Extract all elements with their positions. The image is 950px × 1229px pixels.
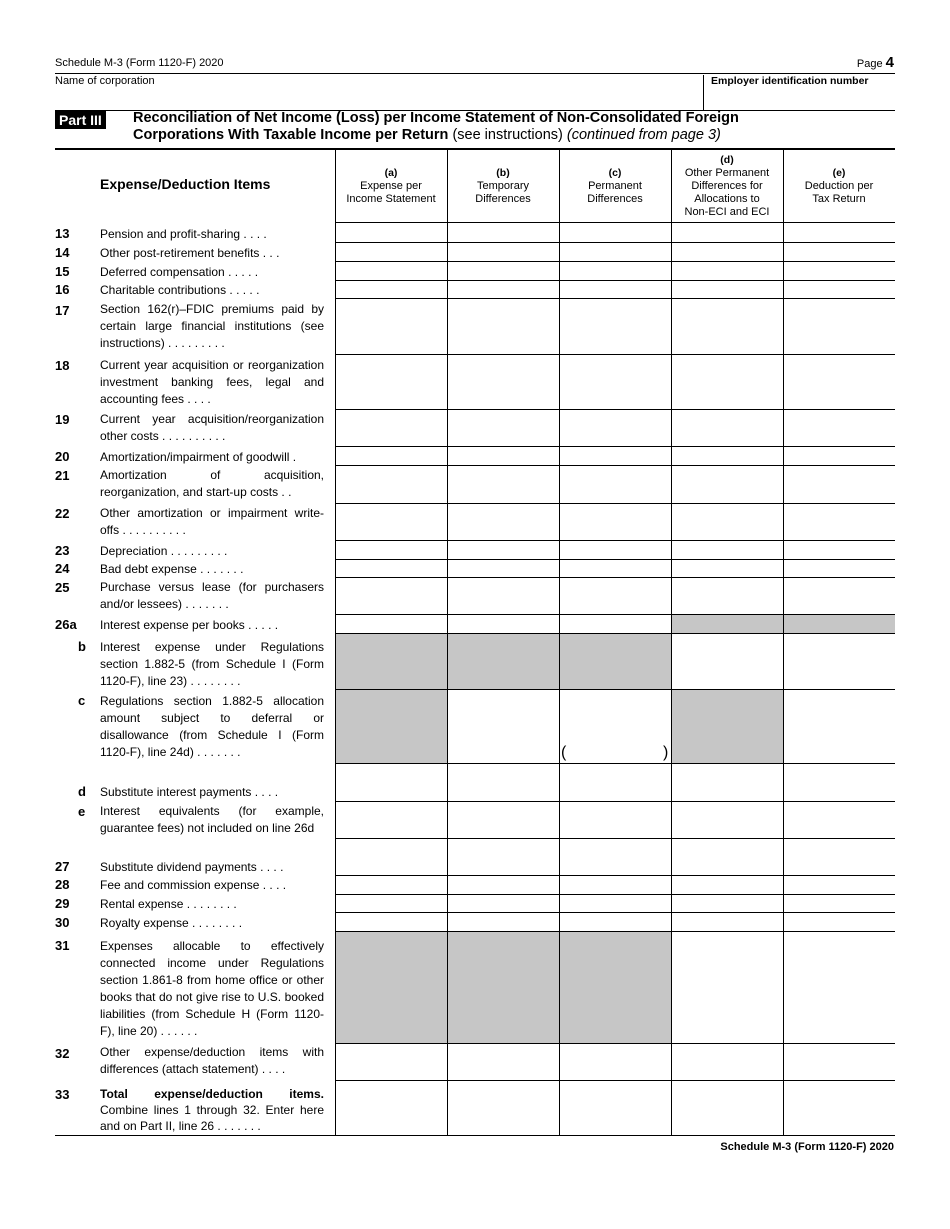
- line-number: 20: [55, 449, 70, 464]
- part-title: [133, 110, 873, 144]
- line-description: Substitute dividend payments . . . .: [100, 860, 284, 874]
- col-d-label: Other Permanent Differences for Allocations to Non-ECI and ECI: [684, 166, 770, 218]
- part-title-italic: (continued from page 3): [566, 127, 721, 143]
- col-a-letter: (a): [384, 166, 398, 179]
- line-description: Charitable contributions . . . . .: [100, 283, 260, 297]
- grid-line: [335, 446, 895, 447]
- line-number: 25: [55, 580, 70, 595]
- line-description: Other amortization or impairment write-offs . . . . . . . . . .: [100, 506, 324, 537]
- line-number: 31: [55, 938, 70, 953]
- line-number: 26a: [55, 617, 77, 632]
- footer-form-title: Schedule M-3 (Form 1120-F) 2020: [720, 1141, 894, 1153]
- grid-line: [335, 261, 895, 262]
- line-description: Depreciation . . . . . . . . .: [100, 544, 228, 558]
- part-title-line2: Corporations With Taxable Income per Return: [133, 127, 449, 143]
- grid-line: [335, 912, 895, 913]
- line-number: 15: [55, 264, 70, 279]
- line-number: 28: [55, 877, 70, 892]
- line-description: Amortization/impairment of goodwill .: [100, 450, 297, 464]
- line-number: 17: [55, 303, 70, 318]
- line-description-rest: Combine lines 1 through 32. Enter here and on Part II, line 26 . . . . . . .: [100, 1103, 324, 1133]
- line-description: Interest expense per books . . . . .: [100, 618, 279, 632]
- grid-line: [335, 354, 895, 355]
- line-description: Interest expense under Regulations section 1.882-5 (from Schedule I (Form 1120-F), line 23) . . . . . . . .: [100, 640, 324, 688]
- col-a-header: [335, 150, 447, 222]
- line-number: 19: [55, 412, 70, 427]
- part-title-line1: Reconciliation of Net Income (Loss) per Income Statement of Non-Consolidated Foreign: [133, 110, 739, 126]
- grid-line: [335, 801, 895, 802]
- line-number: c: [78, 693, 86, 708]
- col-a-label: Expense per Income Statement: [346, 179, 436, 205]
- line-description: Rental expense . . . . . . . .: [100, 897, 237, 911]
- grid-line: [335, 894, 895, 895]
- line-number: 18: [55, 358, 70, 373]
- line-number: 13: [55, 226, 70, 241]
- col-b-label: Temporary Differences: [475, 179, 531, 205]
- line-number: 24: [55, 561, 70, 576]
- line-description: Substitute interest payments . . . .: [100, 785, 279, 799]
- items-heading: Expense/Deduction Items: [100, 176, 271, 192]
- grid-line: [335, 503, 895, 504]
- line-description: Fee and commission expense . . . .: [100, 878, 287, 892]
- grid-line: [335, 577, 895, 578]
- col-c-letter: (c): [608, 166, 622, 179]
- line-number: 33: [55, 1087, 70, 1102]
- grid-line: [335, 298, 895, 299]
- line-description: Interest equivalents (for example, guarantee fees) not included on line 26d: [100, 804, 324, 835]
- table-bottom-rule: [55, 1135, 895, 1136]
- grid-line: [335, 409, 895, 410]
- col-e-label: Deduction per Tax Return: [804, 179, 874, 205]
- part-tag: Part III: [55, 111, 106, 129]
- line-number: 29: [55, 896, 70, 911]
- line-number: b: [78, 639, 86, 654]
- paren-close: ): [663, 744, 669, 761]
- grid-line: [335, 242, 895, 243]
- line-description: Current year acquisition/reorganization other costs . . . . . . . . . .: [100, 412, 324, 443]
- line-number: e: [78, 804, 86, 819]
- line-description: Pension and profit-sharing . . . .: [100, 227, 267, 241]
- form-title: Schedule M-3 (Form 1120-F) 2020: [55, 57, 224, 69]
- line-number: d: [78, 784, 86, 799]
- line-number: 30: [55, 915, 70, 930]
- grid-line: [335, 559, 895, 560]
- line-description: Current year acquisition or reorganization investment banking fees, legal and accounting fees . . . .: [100, 358, 324, 406]
- line-description: Amortization of acquisition, reorganization, and start-up costs . .: [100, 468, 324, 499]
- grid-line: [335, 838, 895, 839]
- col-c-header: [559, 150, 671, 222]
- line-description: [100, 1086, 324, 1134]
- grid-line: [335, 931, 895, 932]
- line-description: Section 162(r)–FDIC premiums paid by certain large financial institutions (see instructions) . . . . . . . . .: [100, 302, 324, 350]
- col-e-letter: (e): [832, 166, 846, 179]
- line-description: Purchase versus lease (for purchasers and/or lessees) . . . . . . .: [100, 580, 324, 611]
- col-b-letter: (b): [496, 166, 510, 179]
- line-description: Deferred compensation . . . . .: [100, 265, 259, 279]
- line-description: Other expense/deduction items with differences (attach statement) . . . .: [100, 1045, 324, 1076]
- line-number: 16: [55, 282, 70, 297]
- grid-line: [335, 1080, 895, 1081]
- line-number: 22: [55, 506, 70, 521]
- line-number: 32: [55, 1046, 70, 1061]
- corporation-name-label: Name of corporation: [55, 75, 155, 87]
- grid-line: [335, 689, 895, 690]
- shaded-cell: [335, 689, 447, 763]
- line-number: 21: [55, 468, 70, 483]
- page-number: 4: [885, 54, 894, 71]
- ein-label: Employer identification number: [711, 75, 869, 87]
- header-rule: [55, 73, 895, 74]
- shaded-cell: [335, 633, 671, 689]
- grid-line: [335, 614, 895, 615]
- shaded-cell: [335, 931, 671, 1043]
- grid-line: [335, 540, 895, 541]
- shaded-cell: [671, 689, 783, 763]
- col-e-header: [783, 150, 895, 222]
- line-description: Regulations section 1.882-5 allocation amount subject to deferral or disallowance (from Schedule I (Form 1120-F), line 24d) . . . . . . .: [100, 694, 324, 759]
- grid-line: [335, 1043, 895, 1044]
- paren-open: (: [561, 744, 567, 761]
- line-number: 27: [55, 859, 70, 874]
- ein-field[interactable]: [703, 75, 896, 110]
- col-d-letter: (d): [720, 153, 734, 166]
- grid-line: [335, 763, 895, 764]
- line-description: Royalty expense . . . . . . . .: [100, 916, 243, 930]
- line-description: Bad debt expense . . . . . . .: [100, 562, 244, 576]
- line-number: 14: [55, 245, 70, 260]
- grid-line: [335, 222, 895, 223]
- line-description: Expenses allocable to effectively connected income under Regulations section 1.861-8 from home office or other books that do not give rise to U.S. booked liabilities (from Schedule H (Form 1120-F), line 20) . . . . . .: [100, 939, 324, 1038]
- line-description-bold: Total expense/deduction items.: [100, 1087, 324, 1101]
- line-number: 23: [55, 543, 70, 558]
- grid-line: [335, 280, 895, 281]
- grid-line: [335, 465, 895, 466]
- col-b-header: [447, 150, 559, 222]
- page-label: Page: [856, 58, 883, 70]
- page-indicator: [857, 54, 894, 71]
- col-d-header: [671, 150, 783, 222]
- grid-line: [335, 633, 895, 634]
- col-c-label: Permanent Differences: [587, 179, 643, 205]
- part-title-normal: (see instructions): [448, 127, 567, 143]
- grid-line: [335, 875, 895, 876]
- line-description: Other post-retirement benefits . . .: [100, 246, 280, 260]
